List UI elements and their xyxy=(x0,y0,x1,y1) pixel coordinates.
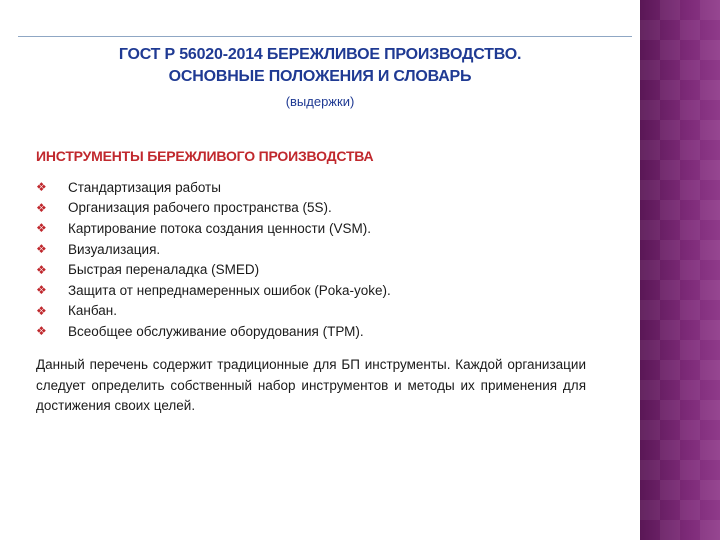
diamond-bullet-icon: ❖ xyxy=(36,221,47,236)
tools-list xyxy=(36,177,596,342)
list-item-text: Всеобщее обслуживание оборудования (ТРМ). xyxy=(68,323,364,339)
section-heading: ИНСТРУМЕНТЫ БЕРЕЖЛИВОГО ПРОИЗВОДСТВА xyxy=(36,148,374,164)
diamond-bullet-icon: ❖ xyxy=(36,242,47,257)
list-item xyxy=(36,321,596,342)
list-item-text: Быстрая переналадка (SMED) xyxy=(68,262,260,278)
list-item xyxy=(36,218,596,239)
list-item-text: Картирование потока создания ценности (VSM). xyxy=(68,220,371,236)
slide-title xyxy=(60,44,580,88)
diamond-bullet-icon: ❖ xyxy=(36,303,47,318)
list-item-text: Защита от непреднамеренных ошибок (Poka-yoke). xyxy=(68,282,391,298)
list-item xyxy=(36,198,596,219)
slide-subtitle: (выдержки) xyxy=(285,94,355,109)
list-item-text: Визуализация. xyxy=(68,241,161,257)
list-item-text: Стандартизация работы xyxy=(68,179,221,195)
title-line-2: ОСНОВНЫЕ ПОЛОЖЕНИЯ И СЛОВАРЬ xyxy=(168,68,472,85)
diamond-bullet-icon: ❖ xyxy=(36,200,47,215)
top-rule xyxy=(18,36,632,37)
list-item-text: Организация рабочего пространства (5S). xyxy=(68,200,332,216)
list-item-text: Канбан. xyxy=(68,303,117,319)
diamond-bullet-icon: ❖ xyxy=(36,180,47,195)
diamond-bullet-icon: ❖ xyxy=(36,262,47,277)
diamond-bullet-icon: ❖ xyxy=(36,324,47,339)
list-item xyxy=(36,301,596,322)
list-item xyxy=(36,177,596,198)
list-item xyxy=(36,239,596,260)
list-item xyxy=(36,280,596,301)
decorative-side-panel xyxy=(640,0,720,540)
title-line-1: ГОСТ Р 56020-2014 БЕРЕЖЛИВОЕ ПРОИЗВОДСТВО. xyxy=(118,46,522,63)
summary-paragraph: Данный перечень содержит традиционные для БП инструменты. Каждой организации следует определить собственный набор инструментов и методы их применения для достижения своих целей. xyxy=(36,357,586,413)
list-item xyxy=(36,259,596,280)
diamond-bullet-icon: ❖ xyxy=(36,283,47,298)
